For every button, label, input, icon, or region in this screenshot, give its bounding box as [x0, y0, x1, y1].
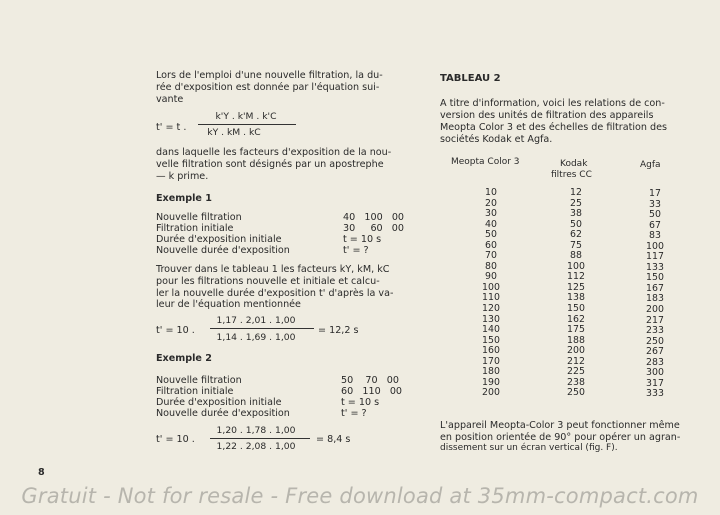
ex2-row-label: Nouvelle filtration: [156, 375, 242, 386]
ex2-row-value: t = 10 s: [341, 397, 380, 408]
meopta-value: 130: [482, 313, 500, 325]
agfa-value: 117: [646, 251, 664, 263]
meopta-value: 90: [485, 271, 497, 283]
agfa-value: 233: [646, 325, 664, 337]
agfa-value: 300: [646, 367, 664, 379]
footer-line-1: L'appareil Meopta-Color 3 peut fonctionner même: [440, 420, 680, 431]
kodak-value: 150: [567, 303, 585, 315]
ex2-row-label: Nouvelle durée d'exposition: [156, 408, 290, 419]
header-kodak: Kodak: [560, 159, 588, 169]
intro-line-2: rée d'exposition est donnée par l'équation sui-: [156, 82, 380, 93]
kodak-value: 212: [567, 355, 585, 367]
column-meopta: [470, 188, 512, 399]
meopta-value: 40: [485, 218, 497, 230]
ex2-row-label: Filtration initiale: [156, 386, 234, 397]
ex1-row-value: 30 60 00: [343, 223, 405, 234]
legend-line-1: dans laquelle les facteurs d'exposition de la nou-: [156, 147, 392, 158]
meopta-value: 180: [482, 366, 500, 378]
kodak-value: 75: [570, 239, 582, 251]
agfa-value: 150: [646, 272, 664, 284]
agfa-value: 283: [646, 356, 664, 368]
ex2-calc-result: = 8,4 s: [316, 434, 351, 445]
agfa-value: 17: [649, 188, 661, 199]
agfa-value: 133: [646, 261, 664, 273]
agfa-value: 333: [646, 388, 664, 400]
ex1-calc-lhs: t' = 10 .: [156, 325, 195, 336]
formula-fraction-bar: [198, 124, 296, 125]
meopta-value: 190: [482, 376, 500, 388]
kodak-value: 138: [567, 292, 585, 304]
meopta-value: 140: [482, 324, 500, 336]
kodak-value: 112: [567, 271, 585, 283]
kodak-value: 50: [570, 218, 582, 230]
ex1-calc-numerator: 1,17 . 2,01 . 1,00: [216, 315, 296, 326]
intro-line-1: Lors de l'emploi d'une nouvelle filtration, la du-: [156, 70, 383, 81]
ex1-row-label: Nouvelle filtration: [156, 212, 242, 223]
ex1-text-line-4: leur de l'équation mentionnée: [156, 299, 301, 310]
header-kodak-cc: filtres CC: [551, 170, 592, 180]
ex1-calc-denominator: 1,14 . 1,69 . 1,00: [216, 332, 296, 343]
meopta-value: 50: [485, 229, 497, 241]
kodak-value: 225: [567, 366, 585, 378]
ex2-calc-lhs: t' = 10 .: [156, 434, 195, 445]
meopta-value: 110: [482, 292, 500, 304]
meopta-value: 80: [485, 260, 497, 272]
ex1-row-label: Filtration initiale: [156, 223, 234, 234]
kodak-value: 250: [567, 387, 585, 399]
agfa-value: 200: [646, 304, 664, 316]
ex1-row-label: Durée d'exposition initiale: [156, 234, 282, 245]
agfa-value: 100: [646, 240, 664, 252]
formula-denominator: kY . kM . kC: [207, 127, 261, 138]
kodak-value: 12: [570, 187, 582, 198]
kodak-value: 38: [570, 208, 582, 220]
legend-line-3: — k prime.: [156, 171, 209, 182]
page-number: 8: [38, 467, 45, 478]
kodak-value: 100: [567, 260, 585, 272]
right-intro-line-4: sociétés Kodak et Agfa.: [440, 134, 553, 145]
kodak-value: 125: [567, 281, 585, 293]
column-agfa: [634, 189, 676, 400]
ex1-calc-result: = 12,2 s: [318, 325, 359, 336]
ex1-calc-bar: [210, 328, 314, 329]
meopta-value: 30: [485, 208, 497, 220]
agfa-value: 183: [646, 293, 664, 305]
meopta-value: 20: [485, 197, 497, 209]
ex1-row-value: t' = ?: [343, 245, 369, 256]
meopta-value: 160: [482, 345, 500, 357]
kodak-value: 238: [567, 376, 585, 388]
right-intro-line-3: Meopta Color 3 et des échelles de filtration des: [440, 122, 668, 133]
ex1-row-value: t = 10 s: [343, 234, 382, 245]
example-1-title: Exemple 1: [156, 193, 212, 204]
ex2-row-value: 50 70 00: [341, 375, 399, 386]
intro-line-3: vante: [156, 94, 184, 105]
ex1-text-line-3: ler la nouvelle durée d'exposition t' d'après la va-: [156, 288, 394, 299]
agfa-value: 33: [649, 198, 661, 210]
meopta-value: 10: [485, 187, 497, 198]
meopta-value: 70: [485, 250, 497, 262]
agfa-value: 167: [646, 282, 664, 294]
ex2-calc-denominator: 1,22 . 2,08 . 1,00: [216, 441, 296, 452]
agfa-value: 83: [649, 230, 661, 242]
header-meopta: Meopta Color 3: [451, 157, 520, 167]
right-intro-line-1: A titre d'information, voici les relations de con-: [440, 98, 665, 109]
agfa-value: 50: [649, 209, 661, 221]
legend-line-2: velle filtration sont désignés par un apostrephe: [156, 159, 384, 170]
meopta-value: 100: [482, 281, 500, 293]
ex2-calc-bar: [210, 438, 310, 439]
ex1-row-label: Nouvelle durée d'exposition: [156, 245, 290, 256]
kodak-value: 62: [570, 229, 582, 241]
agfa-value: 267: [646, 346, 664, 358]
meopta-value: 200: [482, 387, 500, 399]
agfa-value: 67: [649, 219, 661, 231]
meopta-value: 60: [485, 239, 497, 251]
header-agfa: Agfa: [640, 160, 661, 170]
footer-line-3: dissement sur un écran vertical (fig. F).: [440, 443, 618, 453]
kodak-value: 88: [570, 250, 582, 262]
column-kodak: [555, 188, 597, 399]
ex2-row-label: Durée d'exposition initiale: [156, 397, 282, 408]
kodak-value: 200: [567, 345, 585, 357]
agfa-value: 250: [646, 335, 664, 347]
formula-lhs: t' = t .: [156, 122, 187, 133]
ex2-calc-numerator: 1,20 . 1,78 . 1,00: [216, 425, 296, 436]
table-2-title: TABLEAU 2: [440, 73, 501, 84]
meopta-value: 170: [482, 355, 500, 367]
ex1-text-line-1: Trouver dans le tableau 1 les facteurs kY, kM, kC: [156, 264, 390, 275]
agfa-value: 317: [646, 377, 664, 389]
meopta-value: 150: [482, 334, 500, 346]
footer-line-2: en position orientée de 90° pour opérer un agran-: [440, 432, 681, 443]
kodak-value: 175: [567, 324, 585, 336]
kodak-value: 25: [570, 197, 582, 209]
ex2-row-value: t' = ?: [341, 408, 367, 419]
watermark: Gratuit - Not for resale - Free download at 35mm-compact.com: [21, 484, 699, 508]
meopta-value: 120: [482, 303, 500, 315]
kodak-value: 162: [567, 313, 585, 325]
right-intro-line-2: version des unités de filtration des appareils: [440, 110, 654, 121]
ex1-text-line-2: pour les filtrations nouvelle et initiale et calcu-: [156, 276, 380, 287]
kodak-value: 188: [567, 334, 585, 346]
formula-numerator: k'Y . k'M . k'C: [215, 111, 277, 122]
agfa-value: 217: [646, 314, 664, 326]
example-2-title: Exemple 2: [156, 353, 212, 364]
ex1-row-value: 40 100 00: [343, 212, 405, 223]
ex2-row-value: 60 110 00: [341, 386, 403, 397]
